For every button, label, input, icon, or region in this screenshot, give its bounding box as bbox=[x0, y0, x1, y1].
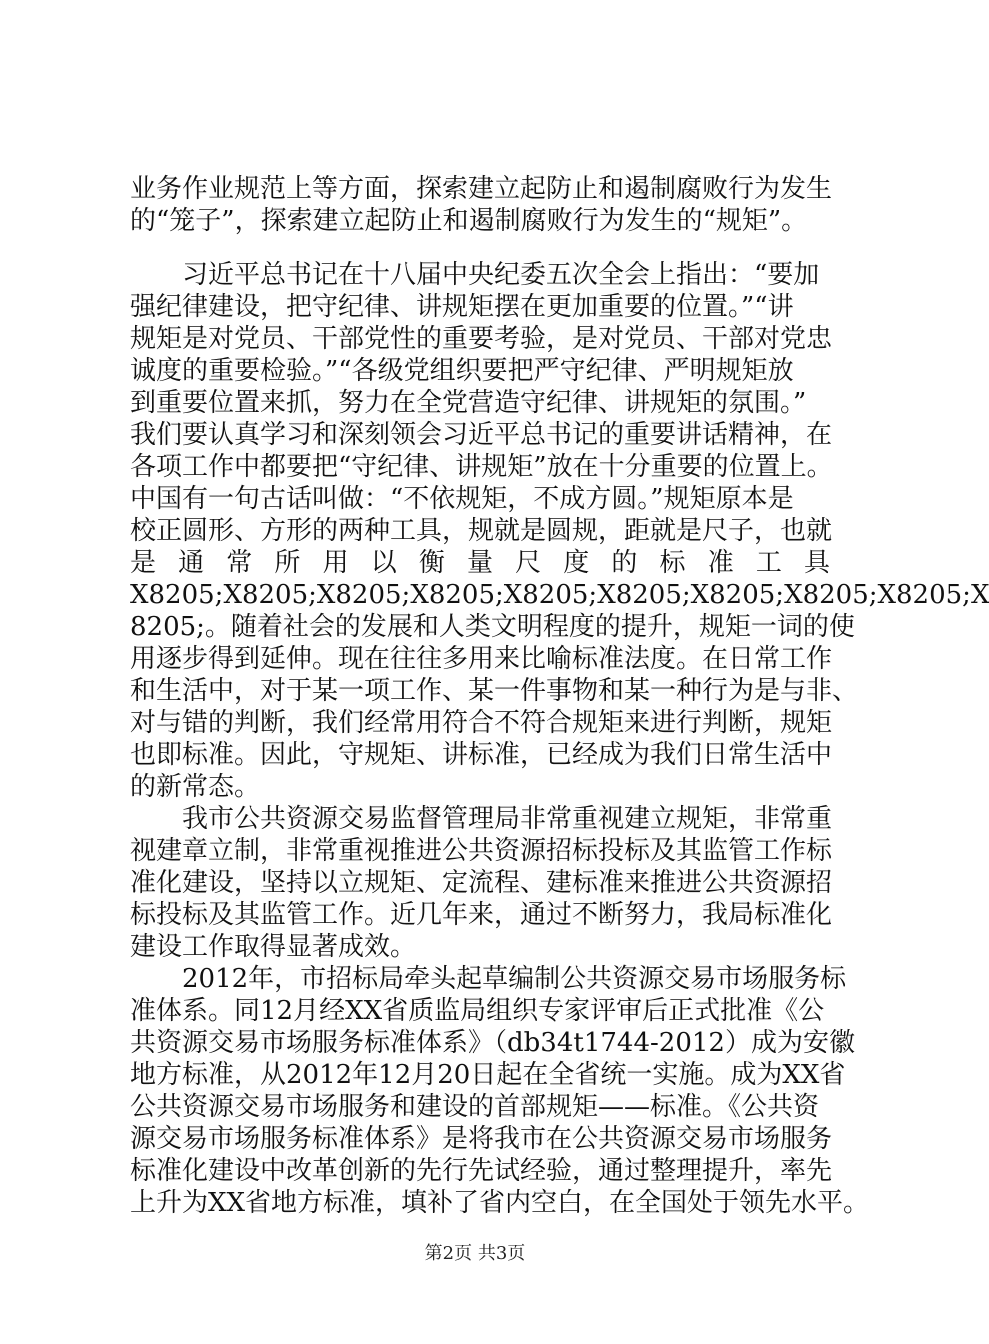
text-line: 2012年，市招标局牵头起草编制公共资源交易市场服务标 bbox=[130, 964, 847, 994]
text-line: 的“笼子”，探索建立起防止和遏制腐败行为发生的“规矩”。 bbox=[130, 206, 808, 236]
text-line: 共资源交易市场服务标准体系》（db34t1744-2012）成为安徽 bbox=[130, 1028, 855, 1058]
text-line: 是通常所用以衡量尺度的标准工具 bbox=[130, 548, 830, 578]
text-line: 8205;。随着社会的发展和人类文明程度的提升，规矩一词的使 bbox=[130, 612, 855, 642]
text-line: 中国有一句古话叫做：“不依规矩，不成方圆。”规矩原本是 bbox=[130, 484, 794, 514]
text-line: 标准化建设中改革创新的先行先试经验，通过整理提升，率先 bbox=[130, 1156, 833, 1186]
text-line: 各项工作中都要把“守纪律、讲规矩”放在十分重要的位置上。 bbox=[130, 452, 833, 482]
text-line: 和生活中，对于某一项工作、某一件事物和某一种行为是与非、 bbox=[130, 676, 859, 706]
text-line: 习近平总书记在十八届中央纪委五次全会上指出：“要加 bbox=[130, 260, 820, 290]
text-line: 的新常态。 bbox=[130, 772, 261, 802]
text-line: 对与错的判断，我们经常用符合不符合规矩来进行判断，规矩 bbox=[130, 708, 833, 738]
text-line: 我市公共资源交易监督管理局非常重视建立规矩，非常重 bbox=[130, 804, 833, 834]
text-line: 规矩是对党员、干部党性的重要考验，是对党员、干部对党忠 bbox=[130, 324, 833, 354]
text-line: 校正圆形、方形的两种工具，规就是圆规，距就是尺子，也就 bbox=[130, 516, 833, 546]
text-line: 准体系。同12月经XX省质监局组织专家评审后正式批准《公 bbox=[130, 996, 825, 1026]
text-line: 标投标及其监管工作。近几年来，通过不断努力，我局标准化 bbox=[130, 900, 833, 930]
text-line: 强纪律建设，把守纪律、讲规矩摆在更加重要的位置。”“讲 bbox=[130, 292, 794, 322]
text-line: 到重要位置来抓，努力在全党营造守纪律、讲规矩的氛围。” bbox=[130, 388, 807, 418]
text-line: 源交易市场服务标准体系》是将我市在公共资源交易市场服务 bbox=[130, 1124, 833, 1154]
text-line: 用逐步得到延伸。现在往往多用来比喻标准法度。在日常工作 bbox=[130, 644, 833, 674]
text-line: 也即标准。因此，守规矩、讲标准，已经成为我们日常生活中 bbox=[130, 740, 833, 770]
text-line: 公共资源交易市场服务和建设的首部规矩——标准。《公共资 bbox=[130, 1092, 820, 1122]
text-line: 视建章立制，非常重视推进公共资源招标投标及其监管工作标 bbox=[130, 836, 833, 866]
text-line: 业务作业规范上等方面，探索建立起防止和遏制腐败行为发生 bbox=[130, 174, 833, 204]
text-line: 诚度的重要检验。”“各级党组织要把严守纪律、严明规矩放 bbox=[130, 356, 794, 386]
text-line: 建设工作取得显著成效。 bbox=[130, 932, 417, 962]
page-footer: 第2页 共3页 bbox=[424, 1243, 526, 1264]
text-line: 我们要认真学习和深刻领会习近平总书记的重要讲话精神，在 bbox=[130, 420, 833, 450]
text-line: X8205;X8205;X8205;X8205;X8205;X8205;X8205;X8205;X8205;X bbox=[130, 580, 989, 610]
text-line: 准化建设，坚持以立规矩、定流程、建标准来推进公共资源招 bbox=[130, 868, 833, 898]
text-line: 地方标准，从2012年12月20日起在全省统一实施。成为XX省 bbox=[130, 1060, 846, 1090]
text-line: 上升为XX省地方标准，填补了省内空白，在全国处于领先水平。 bbox=[130, 1188, 870, 1218]
